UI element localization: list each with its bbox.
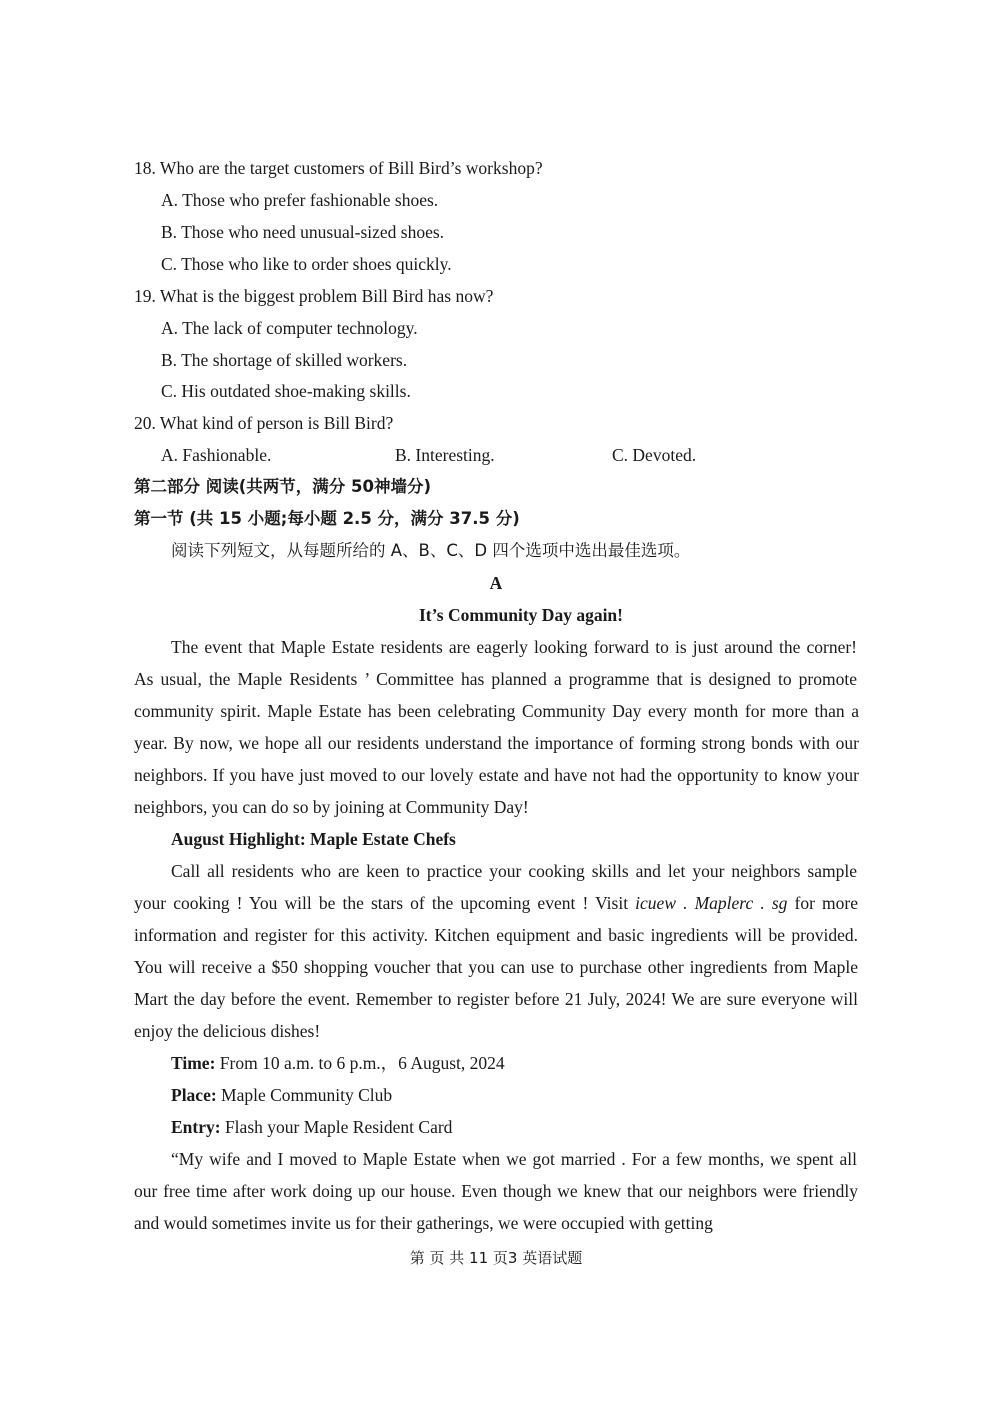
paragraph-2-line-3: information and register for this activity. Kitchen equipment and basic ingredients will be provided. <box>134 925 858 945</box>
question-19-stem: 19. What is the biggest problem Bill Bird has now? <box>134 286 494 306</box>
paragraph-1-line-2: As usual, the Maple Residents ’ Committee has planned a programme that is designed to promote <box>134 669 857 689</box>
question-19-option-b: B. The shortage of skilled workers. <box>161 350 408 370</box>
paragraph-2-line-2 <box>134 893 858 913</box>
question-18-option-c: C. Those who like to order shoes quickly. <box>161 254 452 274</box>
question-20-stem: 20. What kind of person is Bill Bird? <box>134 413 394 433</box>
event-time <box>171 1053 897 1073</box>
reading-instruction: 阅读下列短文，从每题所给的 A、B、C、D 四个选项中选出最佳选项。 <box>171 541 691 560</box>
highlight-heading: August Highlight: Maple Estate Chefs <box>171 829 456 849</box>
event-place-value: Maple Community Club <box>221 1085 393 1105</box>
paragraph-2-line-4: You will receive a $50 shopping voucher that you can use to purchase other ingredients from Maple <box>134 957 858 977</box>
paragraph-1-line-4: year. By now, we hope all our residents understand the importance of forming strong bonds with our <box>134 733 859 753</box>
event-time-label: Time: <box>171 1053 216 1073</box>
paragraph-2-line-2-text-after: for more <box>787 893 858 913</box>
paragraph-1-line-1: The event that Maple Estate residents are eagerly looking forward to is just around the corner! <box>171 637 857 657</box>
event-entry <box>171 1117 897 1137</box>
paragraph-1-line-3: community spirit. Maple Estate has been celebrating Community Day every month for more than a <box>134 701 859 721</box>
question-20-option-c: C. Devoted. <box>612 445 697 465</box>
question-20-option-a: A. Fashionable. <box>161 445 272 465</box>
website-link[interactable]: icuew . Maplerc . sg <box>635 893 788 913</box>
paragraph-3-line-1: “My wife and I moved to Maple Estate when we got married . For a few months, we spent all <box>171 1149 857 1169</box>
question-20-option-b: B. Interesting. <box>395 445 495 465</box>
paragraph-2-line-5: Mart the day before the event. Remember to register before 21 July, 2024! We are sure everyone will <box>134 989 858 1009</box>
paragraph-1-line-5: neighbors. If you have just moved to our lovely estate and have not had the opportunity to know your <box>134 765 859 785</box>
paragraph-2-line-2-text-before: your cooking ! You will be the stars of the upcoming event ! Visit <box>134 893 636 913</box>
question-18-option-a: A. Those who prefer fashionable shoes. <box>161 190 439 210</box>
question-19-option-c: C. His outdated shoe-making skills. <box>161 381 411 401</box>
paragraph-2-line-6: enjoy the delicious dishes! <box>134 1021 321 1041</box>
question-18-option-b: B. Those who need unusual-sized shoes. <box>161 222 445 242</box>
paragraph-1-line-6: neighbors, you can do so by joining at Community Day! <box>134 797 529 817</box>
paragraph-2-line-1: Call all residents who are keen to practice your cooking skills and let your neighbors sample <box>171 861 857 881</box>
event-place <box>171 1085 897 1105</box>
paragraph-3-line-2: our free time after work doing up our house. Even though we knew that our neighbors were friendly <box>134 1181 858 1201</box>
passage-title: It’s Community Day again! <box>418 605 623 625</box>
event-place-label: Place: <box>171 1085 217 1105</box>
question-19-option-a: A. The lack of computer technology. <box>161 318 418 338</box>
event-entry-label: Entry: <box>171 1117 221 1137</box>
question-18-stem: 18. Who are the target customers of Bill Bird’s workshop? <box>134 158 543 178</box>
paragraph-3-line-3: and would sometimes invite us for their gatherings, we were occupied with getting <box>134 1213 713 1233</box>
event-entry-value: Flash your Maple Resident Card <box>224 1117 453 1137</box>
page-footer: 第 页 共 11 页3 英语试题 <box>409 1249 583 1267</box>
event-time-value: From 10 a.m. to 6 p.m.，6 August, 2024 <box>219 1053 505 1073</box>
section-one-heading: 第一节 (共 15 小题;每小题 2.5 分，满分 37.5 分) <box>134 509 520 528</box>
passage-letter: A <box>489 573 503 593</box>
part-two-heading: 第二部分 阅读(共两节，满分 50神墙分) <box>134 477 432 496</box>
